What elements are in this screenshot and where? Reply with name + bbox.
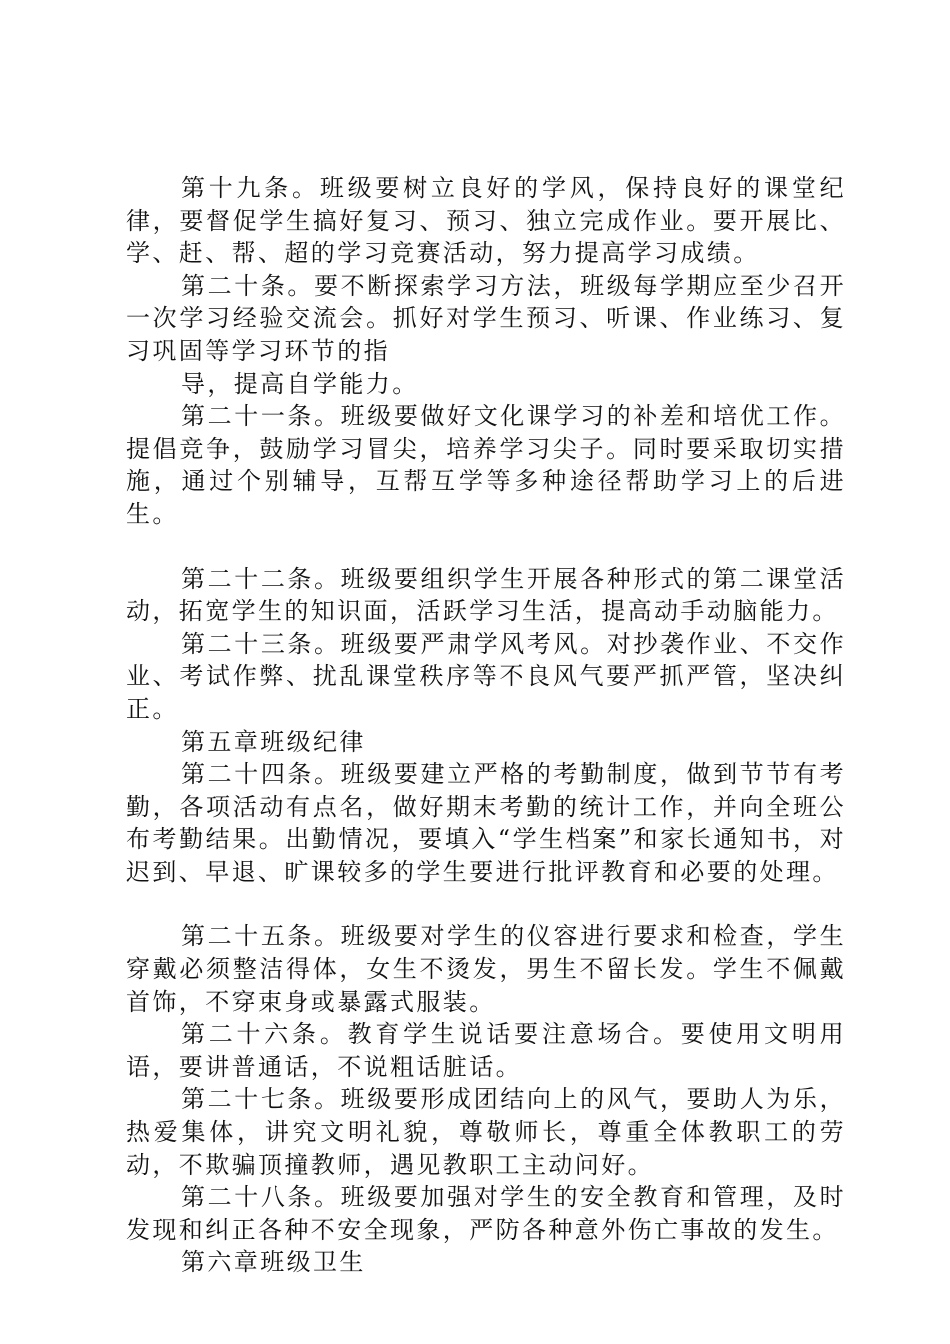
- article-24: 第二十四条。班级要建立严格的考勤制度，做到节节有考勤，各项活动有点名，做好期末考勤的统计工作，并向全班公布考勤结果。出勤情况，要填入“学生档案”和家长通知书，对迟到、早退、旷课较多的学生要进行批评教育和必要的处理。: [126, 760, 846, 886]
- article-20: 第二十条。要不断探索学习方法，班级每学期应至少召开一次学习经验交流会。抓好对学生预习、听课、作业练习、复习巩固等学习环节的指: [126, 271, 846, 365]
- article-26: 第二十六条。教育学生说话要注意场合。要使用文明用语，要讲普通话，不说粗话脏话。: [126, 1020, 846, 1081]
- chapter-5-heading: 第五章班级纪律: [181, 727, 366, 756]
- article-21: 第二十一条。班级要做好文化课学习的补差和培优工作。提倡竞争，鼓励学习冒尖，培养学习尖子。同时要采取切实措施，通过个别辅导，互帮互学等多种途径帮助学习上的后进生。: [126, 402, 846, 528]
- article-22: 第二十二条。班级要组织学生开展各种形式的第二课堂活动，拓宽学生的知识面，活跃学习生活，提高动手动脑能力。: [126, 564, 846, 626]
- article-23: 第二十三条。班级要严肃学风考风。对抄袭作业、不交作业、考试作弊、扰乱课堂秩序等不良风气要严抓严管，坚决纠正。: [126, 629, 846, 723]
- article-19: 第十九条。班级要树立良好的学风，保持良好的课堂纪律，要督促学生搞好复习、预习、独立完成作业。要开展比、学、赶、帮、超的学习竞赛活动，努力提高学习成绩。: [126, 174, 846, 268]
- article-27: 第二十七条。班级要形成团结向上的风气，要助人为乐，热爱集体，讲究文明礼貌，尊敬师长，尊重全体教职工的劳动，不欺骗顶撞教师，遇见教职工主动问好。: [126, 1085, 846, 1179]
- article-25: 第二十五条。班级要对学生的仪容进行要求和检查，学生穿戴必须整洁得体，女生不烫发，男生不留长发。学生不佩戴首饰，不穿束身或暴露式服装。: [126, 922, 846, 1016]
- article-20-continuation: 导，提高自学能力。: [181, 369, 419, 398]
- document-body: [126, 172, 846, 1279]
- article-28: 第二十八条。班级要加强对学生的安全教育和管理，及时发现和纠正各种不安全现象，严防各种意外伤亡事故的发生。: [126, 1183, 846, 1244]
- chapter-6-heading: 第六章班级卫生: [181, 1248, 366, 1277]
